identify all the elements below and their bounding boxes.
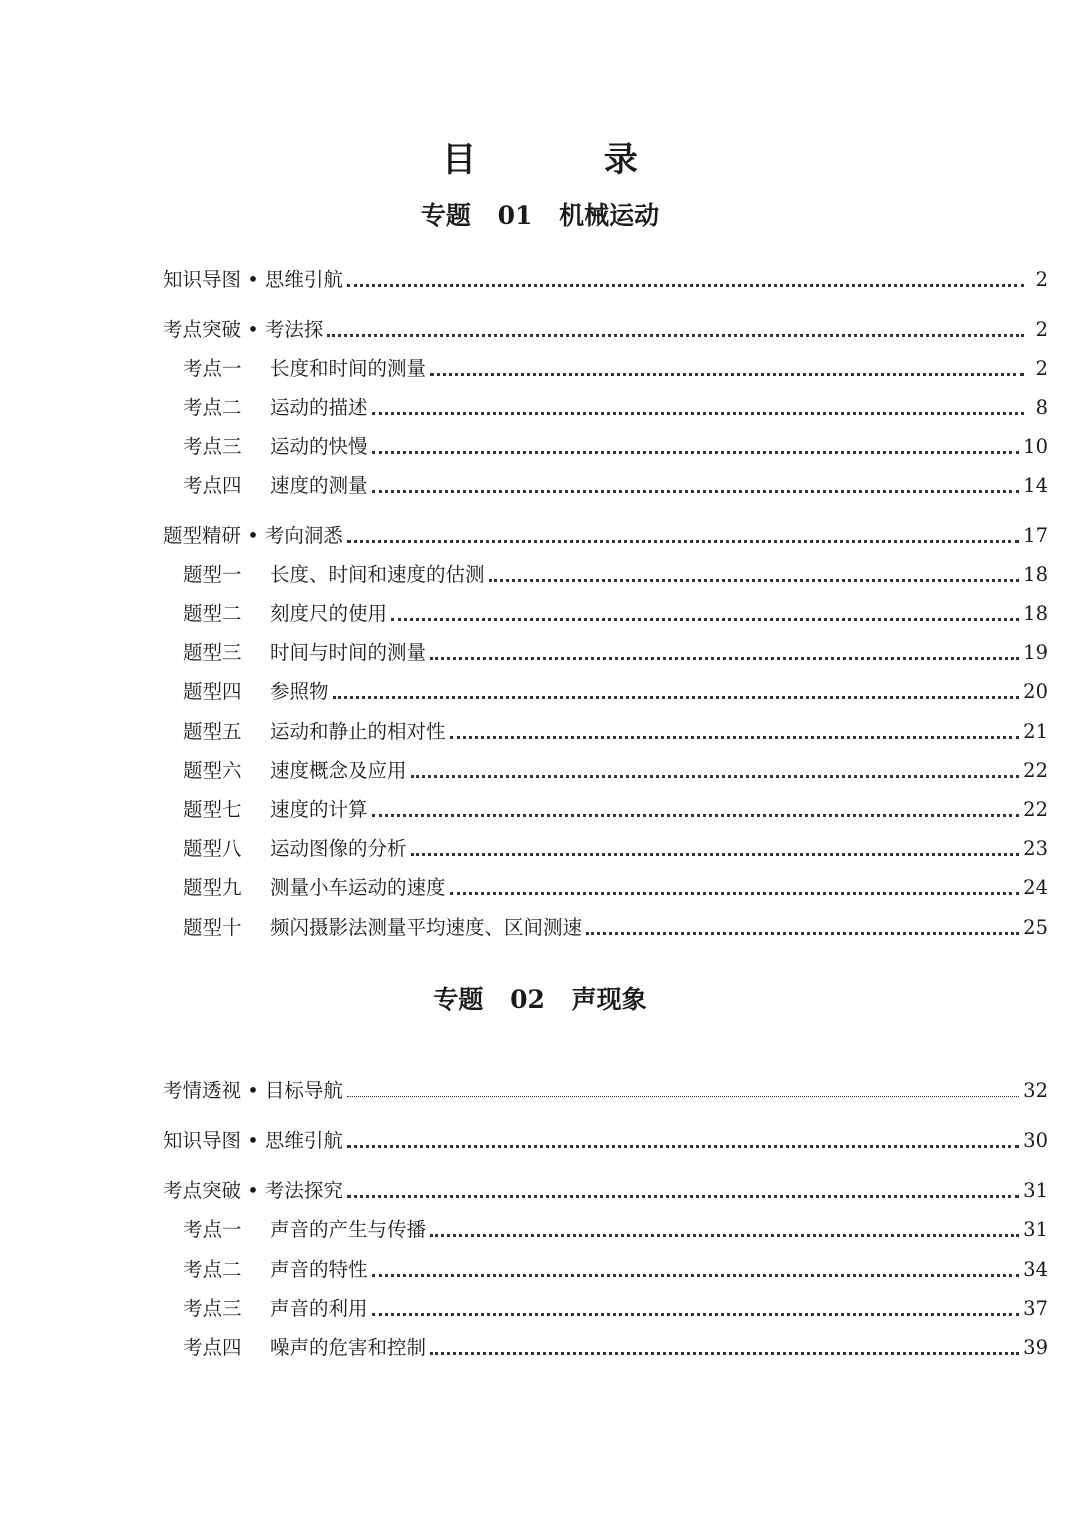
toc-entry-label: 运动的快慢 (270, 435, 368, 458)
toc-entry-code: 考点一 (183, 357, 242, 380)
toc-section-entry[interactable] (163, 1127, 1048, 1155)
toc-section-entry[interactable] (163, 1177, 1048, 1205)
toc-entry-label: 声音的产生与传播 (270, 1218, 427, 1241)
toc-leader-dots (347, 1195, 1019, 1198)
toc-page-number: 2 (1035, 357, 1048, 380)
toc-page-number: 14 (1023, 474, 1048, 497)
toc-entry-label: 考情透视 • 目标导航 (163, 1079, 343, 1102)
toc-subsection-entry[interactable] (183, 1256, 1048, 1284)
chapter-title: 专题 02 声现象 (433, 985, 647, 1014)
toc-entry-label: 声音的特性 (270, 1258, 368, 1281)
toc-page-number: 37 (1023, 1297, 1048, 1320)
toc-subsection-entry[interactable] (183, 561, 1048, 589)
toc-entry-code: 题型五 (183, 720, 242, 743)
toc-leader-dots (372, 1274, 1020, 1277)
toc-page-number: 23 (1023, 837, 1048, 860)
toc-leader-dots (586, 932, 1019, 935)
toc-page-number: 19 (1023, 641, 1048, 664)
toc-entry-code: 考点一 (183, 1218, 242, 1241)
toc-subsection-entry[interactable] (183, 394, 1048, 422)
toc-leader-dots (450, 736, 1020, 739)
toc-leader-dots (372, 490, 1020, 493)
toc-entry-label: 时间与时间的测量 (270, 641, 427, 664)
toc-leader-dots (347, 1145, 1019, 1148)
toc-entry-label: 长度和时间的测量 (270, 357, 427, 380)
toc-subsection-entry[interactable] (183, 433, 1048, 461)
toc-leader-dots (372, 412, 1024, 415)
toc-page-number: 21 (1023, 720, 1048, 743)
toc-page-number: 10 (1023, 435, 1048, 458)
toc-leader-dots (347, 284, 1024, 287)
toc-subsection-entry[interactable] (183, 874, 1048, 902)
toc-entry-code: 题型四 (183, 680, 242, 703)
toc-subsection-entry[interactable] (183, 600, 1048, 628)
toc-leader-dots (411, 853, 1020, 856)
toc-page-number: 18 (1023, 602, 1048, 625)
toc-page-number: 22 (1023, 759, 1048, 782)
toc-page-number: 22 (1023, 798, 1048, 821)
toc-section-entry[interactable] (163, 1077, 1048, 1105)
toc-section-entry[interactable] (163, 266, 1048, 294)
toc-entry-code: 题型二 (183, 602, 242, 625)
toc-page-number: 18 (1023, 563, 1048, 586)
toc-leader-dots (372, 1313, 1020, 1316)
toc-subsection-entry[interactable] (183, 678, 1048, 706)
toc-entry-label: 频闪摄影法测量平均速度、区间测速 (270, 916, 583, 939)
toc-entry-label: 参照物 (270, 680, 329, 703)
toc-leader-dots (372, 814, 1020, 817)
toc-leader-dots (430, 373, 1024, 376)
toc-entry-label: 题型精研 • 考向洞悉 (163, 524, 343, 547)
toc-page-number: 17 (1023, 524, 1048, 547)
toc-entry-code: 考点二 (183, 396, 242, 419)
toc-subsection-entry[interactable] (183, 796, 1048, 824)
toc-page-number: 20 (1023, 680, 1048, 703)
toc-entry-label: 噪声的危害和控制 (270, 1336, 427, 1359)
toc-entry-label: 考点突破 • 考法探 (163, 318, 324, 341)
toc-page-number: 8 (1035, 396, 1048, 419)
toc-page-number: 2 (1035, 268, 1048, 291)
toc-page-number: 31 (1023, 1179, 1048, 1202)
toc-entry-label: 刻度尺的使用 (270, 602, 388, 625)
toc-page-number: 25 (1023, 916, 1048, 939)
toc-page-number: 39 (1023, 1336, 1048, 1359)
toc-subsection-entry[interactable] (183, 355, 1048, 383)
toc-entry-label: 速度的计算 (270, 798, 368, 821)
toc-entry-code: 考点四 (183, 1336, 242, 1359)
toc-page-number: 24 (1023, 876, 1048, 899)
toc-subsection-entry[interactable] (183, 472, 1048, 500)
toc-leader-dots (450, 892, 1020, 895)
toc-entry-code: 考点二 (183, 1258, 242, 1281)
toc-page-number: 2 (1035, 318, 1048, 341)
toc-subsection-entry[interactable] (183, 835, 1048, 863)
toc-section-entry[interactable] (163, 522, 1048, 550)
toc-subsection-entry[interactable] (183, 1295, 1048, 1323)
toc-leader-dots (411, 775, 1020, 778)
toc-page-number: 31 (1023, 1218, 1048, 1241)
toc-entry-code: 题型七 (183, 798, 242, 821)
toc-entry-code: 考点三 (183, 1297, 242, 1320)
toc-leader-dots (391, 618, 1019, 621)
toc-leader-dots (347, 540, 1019, 543)
document-title: 目 录 (442, 140, 696, 180)
toc-leader-dots (489, 579, 1020, 582)
toc-leader-dots (430, 1234, 1019, 1237)
toc-subsection-entry[interactable] (183, 718, 1048, 746)
toc-entry-label: 运动的描述 (270, 396, 368, 419)
toc-subsection-entry[interactable] (183, 914, 1048, 942)
toc-entry-label: 速度的测量 (270, 474, 368, 497)
toc-entry-label: 长度、时间和速度的估测 (270, 563, 485, 586)
toc-entry-code: 题型九 (183, 876, 242, 899)
chapter-title: 专题 01 机械运动 (420, 201, 660, 230)
toc-entry-code: 考点四 (183, 474, 242, 497)
toc-section-entry[interactable] (163, 316, 1048, 344)
toc-subsection-entry[interactable] (183, 1334, 1048, 1362)
toc-entry-label: 考点突破 • 考法探究 (163, 1179, 343, 1202)
toc-entry-code: 题型六 (183, 759, 242, 782)
toc-entry-code: 题型三 (183, 641, 242, 664)
toc-entry-label: 运动图像的分析 (270, 837, 407, 860)
toc-entry-code: 题型一 (183, 563, 242, 586)
toc-leader-dots (430, 1352, 1019, 1355)
toc-leader-dots (430, 657, 1019, 660)
toc-leader-dots (372, 451, 1020, 454)
toc-entry-label: 速度概念及应用 (270, 759, 407, 782)
toc-subsection-entry[interactable] (183, 757, 1048, 785)
toc-leader-dots (347, 1096, 1019, 1097)
toc-entry-code: 题型十 (183, 916, 242, 939)
toc-subsection-entry[interactable] (183, 639, 1048, 667)
toc-page-number: 34 (1023, 1258, 1048, 1281)
toc-entry-label: 知识导图 • 思维引航 (163, 1129, 343, 1152)
toc-page-number: 32 (1023, 1079, 1048, 1102)
toc-subsection-entry[interactable] (183, 1216, 1048, 1244)
toc-entry-label: 知识导图 • 思维引航 (163, 268, 343, 291)
toc-entry-label: 运动和静止的相对性 (270, 720, 446, 743)
toc-leader-dots (333, 696, 1020, 699)
toc-leader-dots (327, 334, 1024, 337)
toc-entry-label: 测量小车运动的速度 (270, 876, 446, 899)
toc-entry-code: 题型八 (183, 837, 242, 860)
toc-page-number: 30 (1023, 1129, 1048, 1152)
toc-entry-code: 考点三 (183, 435, 242, 458)
toc-entry-label: 声音的利用 (270, 1297, 368, 1320)
